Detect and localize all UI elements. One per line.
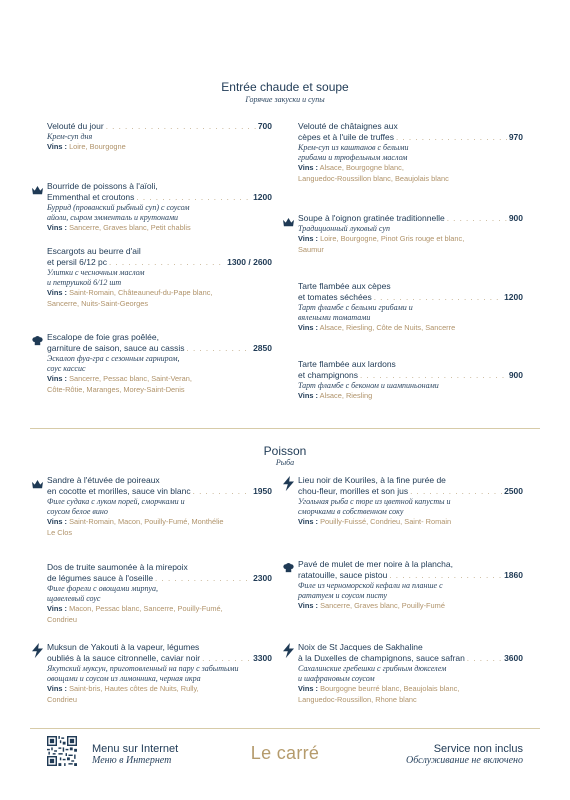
dish-name-line — [47, 257, 272, 268]
dish-translation: Крем-суп из каштанов с белыми — [298, 143, 409, 152]
dish-name: Noix de St Jacques de Sakhaline — [298, 642, 423, 652]
wine-pairing — [298, 163, 523, 174]
wine-list: Saint-Romain, Macon, Pouilly-Fumé, Monthélie — [69, 517, 224, 526]
dish-name: Escalope de foie gras poêlée, — [47, 332, 159, 342]
dish-name: chou-fleur, morilles et son jus — [298, 486, 409, 496]
dish-name-line — [47, 121, 272, 132]
dish-name-line — [47, 486, 272, 497]
crown-icon — [283, 214, 294, 223]
dish-name: Bourride de poissons à l'aïoli, — [47, 181, 158, 191]
wine-list: Côte-Rôtie, Maranges, Morey-Saint-Denis — [47, 384, 185, 394]
dot-leader — [187, 343, 252, 354]
dish-name-line — [298, 486, 523, 497]
dot-leader — [467, 653, 502, 664]
menu-item — [47, 475, 272, 538]
dot-leader — [109, 257, 225, 268]
dish-price: 900 — [508, 370, 523, 380]
dish-name: Pavé de mulet de mer noire à la plancha, — [298, 559, 453, 569]
wine-list: Loire, Bourgogne — [69, 142, 126, 151]
dish-name: à la Duxelles de champignons, sauce safran — [298, 653, 465, 663]
wine-label: Vins : — [47, 142, 67, 151]
dish-name: de légumes sauce à l'oseille — [47, 573, 154, 583]
dish-translation: соусом белое вино — [47, 507, 108, 516]
wine-list: Saint-Romain, Châteauneuf-du-Pape blanc, — [69, 288, 213, 297]
dish-name-line — [298, 292, 523, 303]
wine-pairing — [298, 601, 523, 612]
wine-pairing — [298, 323, 523, 334]
footer-service-fr: Service non inclus — [433, 743, 523, 755]
section-subtitle-poisson: Рыба — [275, 458, 295, 467]
dish-name-line — [47, 192, 272, 203]
wine-label: Vins : — [298, 323, 318, 332]
wine-pairing — [47, 615, 272, 626]
dish-name: Soupe à l'oignon gratinée traditionnelle — [298, 213, 445, 223]
dish-name: Dos de truite saumonée à la mirepoix — [47, 562, 188, 572]
dish-name: Emmenthal et croutons — [47, 192, 135, 202]
wine-list: Languedoc-Roussillon blanc, Beaujolais blanc — [298, 173, 449, 183]
crown-icon — [32, 476, 43, 485]
dish-translation: Традиционный луковый суп — [298, 224, 390, 233]
dish-translation: Крем-суп дня — [47, 132, 93, 141]
dot-leader — [193, 486, 251, 497]
dish-translation: Филе из черноморской кефали на планше с — [298, 581, 443, 590]
dish-translation: щавелевый соус — [47, 594, 101, 603]
footer-service — [406, 743, 523, 766]
wine-list: Condrieu — [47, 694, 77, 704]
dot-leader — [374, 292, 502, 303]
wine-pairing — [298, 391, 523, 402]
dish-name: ratatouille, sauce pistou — [298, 570, 388, 580]
lightning-icon — [283, 643, 294, 652]
dish-name-line — [47, 573, 272, 584]
wine-pairing — [47, 223, 272, 234]
dish-translation: рататуем и соусом писту — [298, 591, 388, 600]
menu-item — [298, 281, 523, 334]
dish-name: et persil 6/12 pc — [47, 257, 108, 267]
dish-price: 1300 / 2600 — [227, 257, 272, 267]
dot-leader — [106, 121, 256, 132]
wine-list: Alsace, Bourgogne blanc, — [319, 163, 404, 172]
menu-item — [47, 332, 272, 395]
wine-pairing — [298, 174, 523, 185]
wine-list: Sancerre, Graves blanc, Pouilly-Fumé — [320, 601, 445, 610]
dish-translation: вялеными томатами — [298, 313, 371, 322]
wine-label: Vins : — [47, 604, 67, 613]
wine-pairing — [47, 528, 272, 539]
menu-item — [298, 475, 523, 528]
dish-translation: Буррид (прованский рыбный суп) с соусом — [47, 203, 190, 212]
menu-item — [298, 121, 523, 184]
wine-list: Macon, Pessac blanc, Sancerre, Pouilly-Fumé, — [69, 604, 223, 613]
wine-list: Bourgogne beurré blanc, Beaujolais blanc, — [320, 684, 460, 693]
dish-translation: и шафрановым соусом — [298, 674, 375, 683]
wine-label: Vins : — [298, 517, 318, 526]
wine-label: Vins : — [298, 234, 318, 243]
footer-service-ru: Обслуживание не включено — [405, 755, 523, 766]
wine-label: Vins : — [298, 684, 318, 693]
wine-list: Sancerre, Pessac blanc, Saint-Veran, — [69, 374, 192, 383]
wine-label: Vins : — [298, 391, 318, 400]
dot-leader — [202, 653, 251, 664]
menu-item — [298, 642, 523, 705]
dish-name: garniture de saison, sauce au cassis — [47, 343, 185, 353]
chef-hat-icon — [283, 560, 294, 569]
dish-name: oubliés à la sauce citronnelle, caviar noir — [47, 653, 201, 663]
wine-pairing — [298, 245, 523, 256]
menu-item — [47, 562, 272, 625]
wine-label: Vins : — [47, 684, 67, 693]
dish-name: en cocotte et morilles, sauce vin blanc — [47, 486, 191, 496]
wine-label: Vins : — [298, 601, 318, 610]
dish-name-line — [298, 213, 523, 224]
chef-hat-icon — [32, 333, 43, 342]
dot-leader — [360, 370, 507, 381]
dish-translation: Улитки с чесночным маслом — [47, 268, 145, 277]
dish-price: 3300 — [253, 653, 272, 663]
dish-price: 700 — [257, 121, 272, 131]
dot-leader — [410, 486, 502, 497]
menu-item — [298, 359, 523, 402]
lightning-icon — [32, 643, 43, 652]
section-title-entree: Entrée chaude et soupe — [221, 80, 349, 94]
dish-translation: айоли, сыром эмменталь и крутонами — [47, 213, 179, 222]
wine-pairing — [47, 517, 272, 528]
footer-menu-fr: Menu sur Internet — [92, 743, 179, 755]
dish-name: Velouté de châtaignes aux — [298, 121, 398, 131]
dish-name-line — [298, 653, 523, 664]
dish-translation: Угольная рыба с пюре из цветной капусты и — [298, 497, 451, 506]
dish-name-line — [298, 132, 523, 143]
dish-price: 1950 — [253, 486, 272, 496]
wine-label: Vins : — [298, 163, 318, 172]
wine-list: Loire, Bourgogne, Pinot Gris rouge et blanc, — [320, 234, 465, 243]
crown-icon — [32, 182, 43, 191]
wine-label: Vins : — [47, 517, 67, 526]
dish-price: 1200 — [253, 192, 272, 202]
dish-name: Tarte flambée aux lardons — [298, 359, 396, 369]
wine-pairing — [47, 695, 272, 706]
dish-price: 1200 — [504, 292, 523, 302]
wine-pairing — [47, 374, 272, 385]
wine-list: Le Clos — [47, 527, 73, 537]
dish-translation: сморчками в собственном соку — [298, 507, 404, 516]
wine-list: Saumur — [298, 244, 324, 254]
wine-pairing — [47, 604, 272, 615]
wine-label: Vins : — [47, 288, 67, 297]
wine-list: Saint-bris, Hautes côtes de Nuits, Rully, — [69, 684, 199, 693]
menu-item — [47, 246, 272, 309]
wine-pairing — [47, 288, 272, 299]
dot-leader — [136, 192, 251, 203]
lightning-icon — [283, 476, 294, 485]
dish-translation: и петрушкой 6/12 шт — [47, 278, 122, 287]
menu-item — [298, 213, 523, 255]
footer-divider — [30, 728, 540, 729]
dish-translation: Филе судака с луком порей, сморчками и — [47, 497, 185, 506]
wine-pairing — [47, 385, 272, 396]
wine-list: Condrieu — [47, 614, 77, 624]
wine-list: Alsace, Riesling — [319, 391, 373, 400]
dot-leader — [389, 570, 502, 581]
dish-price: 900 — [508, 213, 523, 223]
section-subtitle-entree: Горячие закуски и супы — [245, 95, 325, 104]
dish-name: et tomates séchées — [298, 292, 372, 302]
dish-price: 1860 — [504, 570, 523, 580]
menu-item — [47, 181, 272, 234]
wine-pairing — [298, 695, 523, 706]
dish-name: Muksun de Yakouti à la vapeur, légumes — [47, 642, 200, 652]
wine-list: Pouilly-Fuissé, Condrieu, Saint- Romain — [320, 517, 452, 526]
wine-pairing — [298, 517, 523, 528]
dish-name: cèpes et à l'uile de truffes — [298, 132, 394, 142]
dot-leader — [447, 213, 507, 224]
dish-translation: Тарт фламбе с беконом и шампиньонами — [298, 381, 439, 390]
dish-price: 2300 — [253, 573, 272, 583]
dish-name-line — [298, 570, 523, 581]
dish-name: Velouté du jour — [47, 121, 104, 131]
dish-name-line — [47, 343, 272, 354]
wine-list: Sancerre, Nuits-Saint-Georges — [47, 298, 149, 308]
wine-label: Vins : — [47, 223, 67, 232]
dish-name: Escargots au beurre d'ail — [47, 246, 141, 256]
wine-pairing — [298, 684, 523, 695]
wine-pairing — [47, 684, 272, 695]
wine-list: Languedoc-Roussillon, Rhone blanc — [298, 694, 417, 704]
dish-name: Sandre à l'étuvée de poireaux — [47, 475, 160, 485]
dish-translation: Филе форели с овощами мирпуа, — [47, 584, 159, 593]
dish-name: Tarte flambée aux cèpes — [298, 281, 391, 291]
menu-item — [298, 559, 523, 612]
wine-label: Vins : — [47, 374, 67, 383]
wine-pairing — [47, 142, 272, 153]
dot-leader — [155, 573, 251, 584]
dish-translation: Тарт фламбе с белыми грибами и — [298, 303, 413, 312]
dish-name-line — [298, 370, 523, 381]
footer-menu-ru: Меню в Интернет — [92, 755, 172, 766]
wine-pairing — [298, 234, 523, 245]
section-divider — [30, 428, 540, 429]
wine-list: Alsace, Riesling, Côte de Nuits, Sancerre — [319, 323, 456, 332]
dish-translation: грибами и трюфельным маслом — [298, 153, 408, 162]
section-title-poisson: Poisson — [263, 444, 307, 458]
dish-translation: Якутский муксун, приготовленный на пару с забытыми — [47, 664, 239, 673]
dot-leader — [396, 132, 507, 143]
dish-price: 2500 — [504, 486, 523, 496]
dish-price: 2850 — [253, 343, 272, 353]
dish-name: et champignons — [298, 370, 359, 380]
dish-price: 3600 — [504, 653, 523, 663]
dish-name-line — [47, 653, 272, 664]
menu-item — [47, 642, 272, 705]
dish-translation: Сахалинские гребешки с грибным дюкселем — [298, 664, 447, 673]
brand-logo: Le carré — [250, 743, 320, 763]
dish-translation: соус кассис — [47, 364, 86, 373]
wine-list: Sancerre, Graves blanc, Petit chablis — [69, 223, 191, 232]
dish-price: 970 — [508, 132, 523, 142]
menu-item — [47, 121, 272, 153]
wine-pairing — [47, 299, 272, 310]
dish-translation: Эскалоп фуа-гра с сезонным гарниром, — [47, 354, 180, 363]
dish-translation: овощами и соусом из лимонника, черная икра — [47, 674, 201, 683]
dish-name: Lieu noir de Kouriles, à la fine purée de — [298, 475, 446, 485]
